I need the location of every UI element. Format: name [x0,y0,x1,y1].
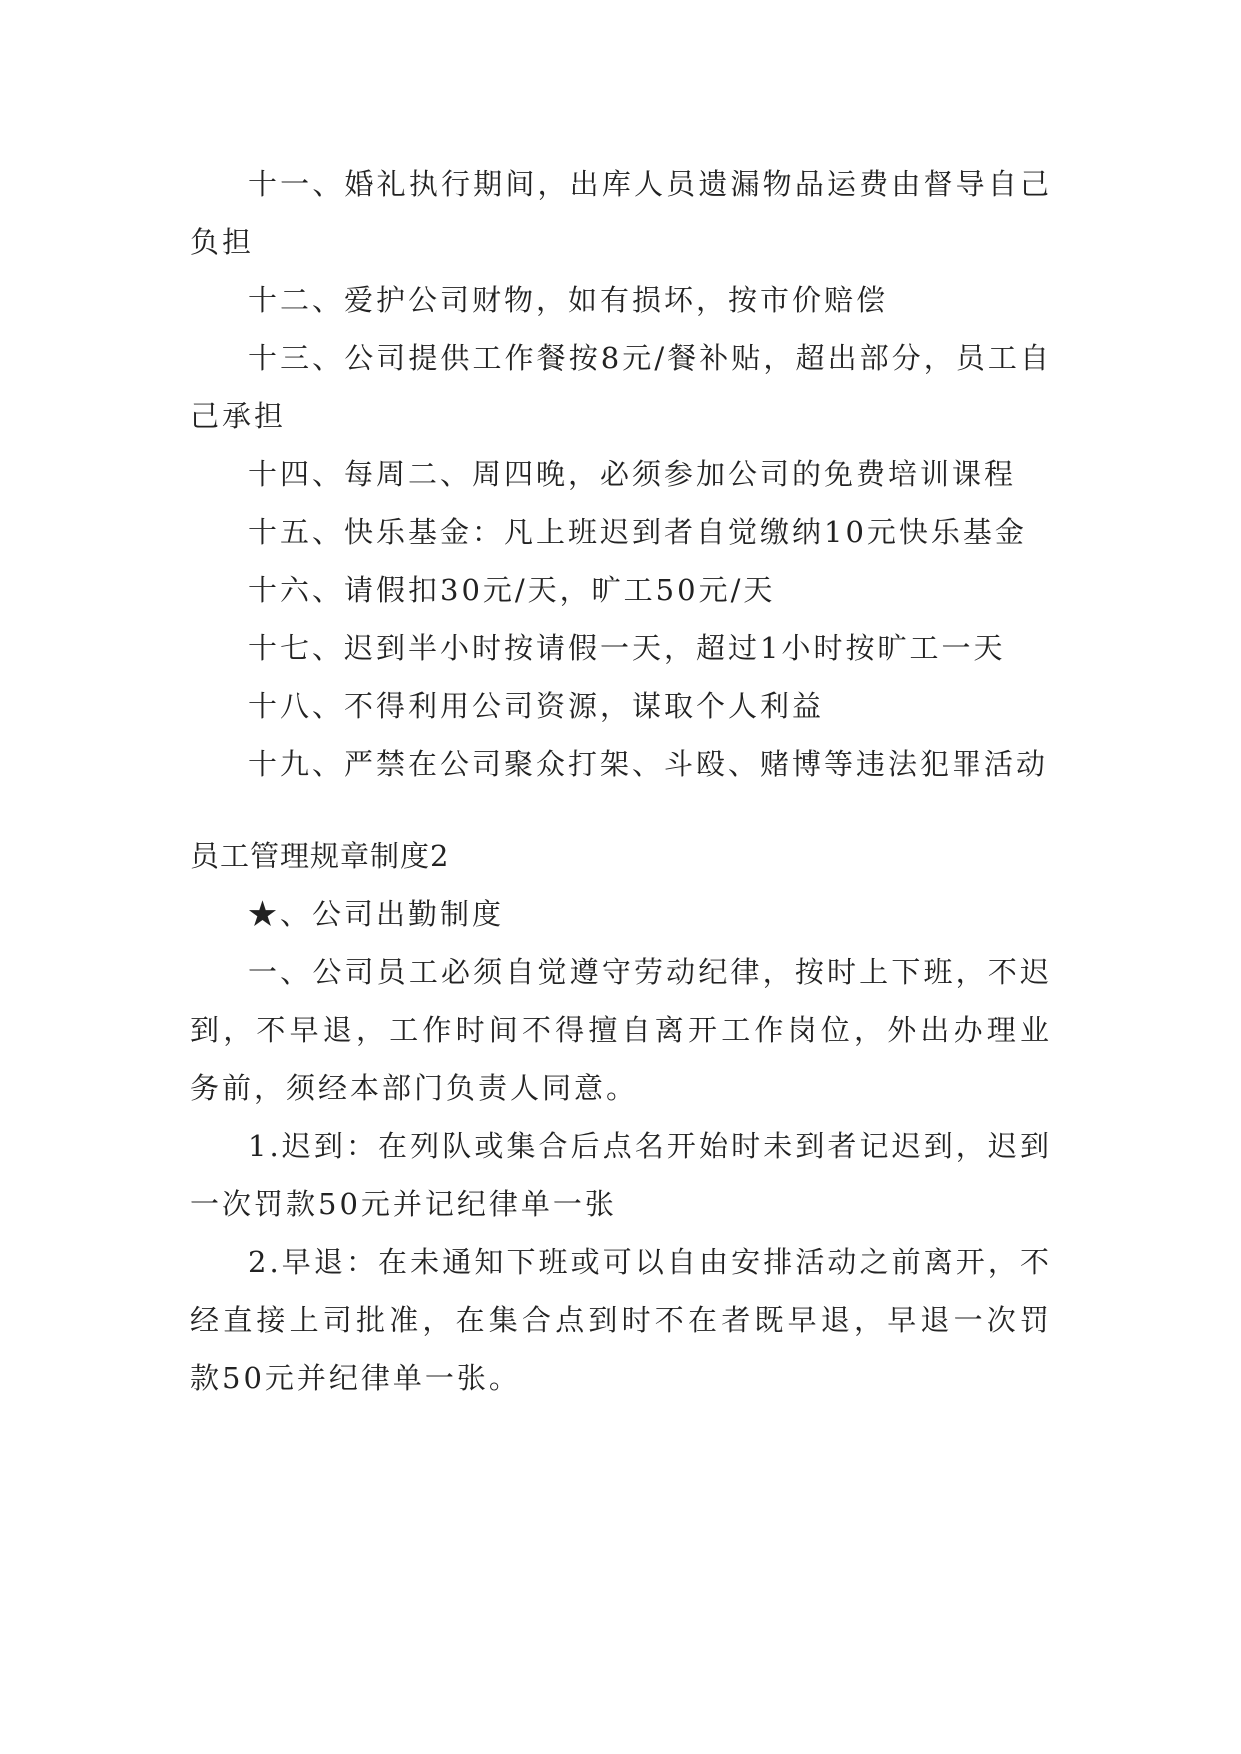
rule-16: 十六、请假扣30元/天，旷工50元/天 [248,573,776,607]
rule-11: 十一、婚礼执行期间，出库人员遗漏物品运费由督导自己负担 [190,167,1052,259]
rule-18: 十八、不得利用公司资源，谋取个人利益 [248,689,825,723]
document-body [190,155,1052,1407]
subsection-title: ★、公司出勤制度 [248,897,505,931]
rule-13: 十三、公司提供工作餐按8元/餐补贴，超出部分，员工自己承担 [190,341,1052,433]
rule-17: 十七、迟到半小时按请假一天，超过1小时按旷工一天 [248,631,1006,665]
attendance-early-leave-rule: 2.早退：在未通知下班或可以自由安排活动之前离开，不经直接上司批准，在集合点到时不在者既早退，早退一次罚款50元并纪律单一张。 [190,1245,1052,1395]
rule-12: 十二、爱护公司财物，如有损坏，按市价赔偿 [248,283,889,317]
section-title: 员工管理规章制度2 [190,839,450,873]
rule-19: 十九、严禁在公司聚众打架、斗殴、赌博等违法犯罪活动 [248,747,1049,781]
attendance-late-rule: 1.迟到：在列队或集合后点名开始时未到者记迟到，迟到一次罚款50元并记纪律单一张 [190,1129,1052,1221]
rule-15: 十五、快乐基金：凡上班迟到者自觉缴纳10元快乐基金 [248,515,1027,549]
rule-14: 十四、每周二、周四晚，必须参加公司的免费培训课程 [248,457,1017,491]
attendance-rule-1: 一、公司员工必须自觉遵守劳动纪律，按时上下班，不迟到，不早退，工作时间不得擅自离开工作岗位，外出办理业务前，须经本部门负责人同意。 [190,955,1052,1105]
